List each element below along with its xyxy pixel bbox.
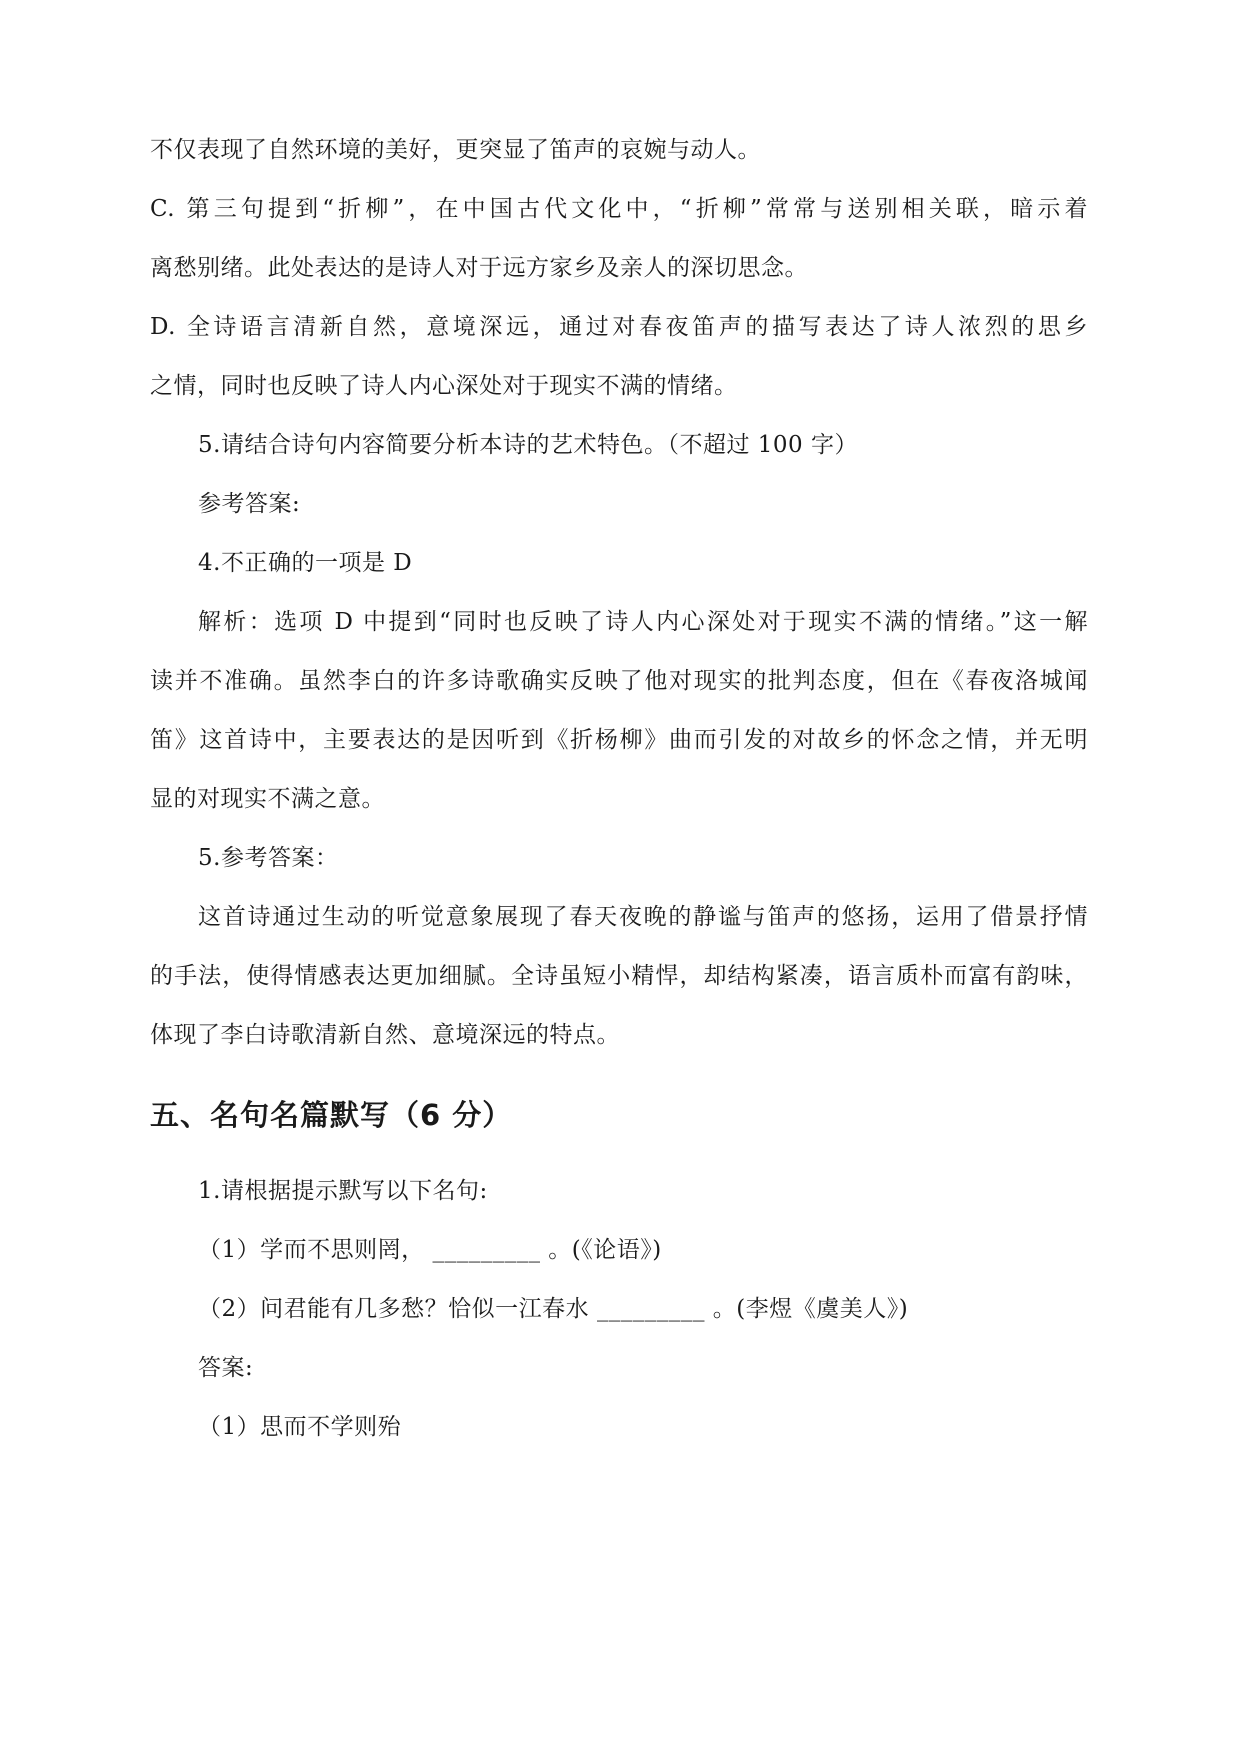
- dictation-item-2: （2）问君能有几多愁？恰似一江春水 _________ 。(李煜《虞美人》): [198, 1296, 909, 1322]
- option-d-line-2: 之情，同时也反映了诗人内心深处对于现实不满的情绪。: [150, 373, 738, 399]
- answer-5-line-2: 的手法，使得情感表达更加细腻。全诗虽短小精悍，却结构紧凑，语言质朴而富有韵味，: [150, 963, 1088, 989]
- reference-answer-label: 参考答案:: [198, 491, 301, 517]
- analysis-line-1: 解析：选项 D 中提到“同时也反映了诗人内心深处对于现实不满的情绪。”这一解: [198, 609, 1088, 635]
- answer-5-label: 5.参考答案：: [198, 845, 339, 871]
- answer-item-1: （1）思而不学则殆: [198, 1414, 402, 1440]
- answer-5-line-3: 体现了李白诗歌清新自然、意境深远的特点。: [150, 1022, 620, 1048]
- paragraph-line: 不仅表现了自然环境的美好，更突显了笛声的哀婉与动人。: [150, 137, 761, 163]
- analysis-line-4: 显的对现实不满之意。: [150, 786, 385, 812]
- dictation-item-1: （1）学而不思则罔， _________ 。(《论语》): [198, 1237, 662, 1263]
- option-c-line-1: C. 第三句提到“折柳”，在中国古代文化中，“折柳”常常与送别相关联，暗示着: [150, 196, 1088, 222]
- dictation-instruction: 1.请根据提示默写以下名句:: [198, 1178, 488, 1204]
- question-5: 5.请结合诗句内容简要分析本诗的艺术特色。（不超过 100 字）: [198, 432, 858, 458]
- option-c-line-2: 离愁别绪。此处表达的是诗人对于远方家乡及亲人的深切思念。: [150, 255, 808, 281]
- answer-5-line-1: 这首诗通过生动的听觉意象展现了春天夜晚的静谧与笛声的悠扬，运用了借景抒情: [198, 904, 1088, 930]
- option-d-line-1: D. 全诗语言清新自然，意境深远，通过对春夜笛声的描写表达了诗人浓烈的思乡: [150, 314, 1088, 340]
- answer-label: 答案:: [198, 1355, 254, 1381]
- analysis-line-3: 笛》这首诗中，主要表达的是因听到《折杨柳》曲而引发的对故乡的怀念之情，并无明: [150, 727, 1088, 753]
- analysis-line-2: 读并不准确。虽然李白的许多诗歌确实反映了他对现实的批判态度，但在《春夜洛城闻: [150, 668, 1088, 694]
- section-heading: 五、名句名篇默写（6 分）: [150, 1098, 513, 1132]
- answer-4: 4.不正确的一项是 D: [198, 550, 413, 576]
